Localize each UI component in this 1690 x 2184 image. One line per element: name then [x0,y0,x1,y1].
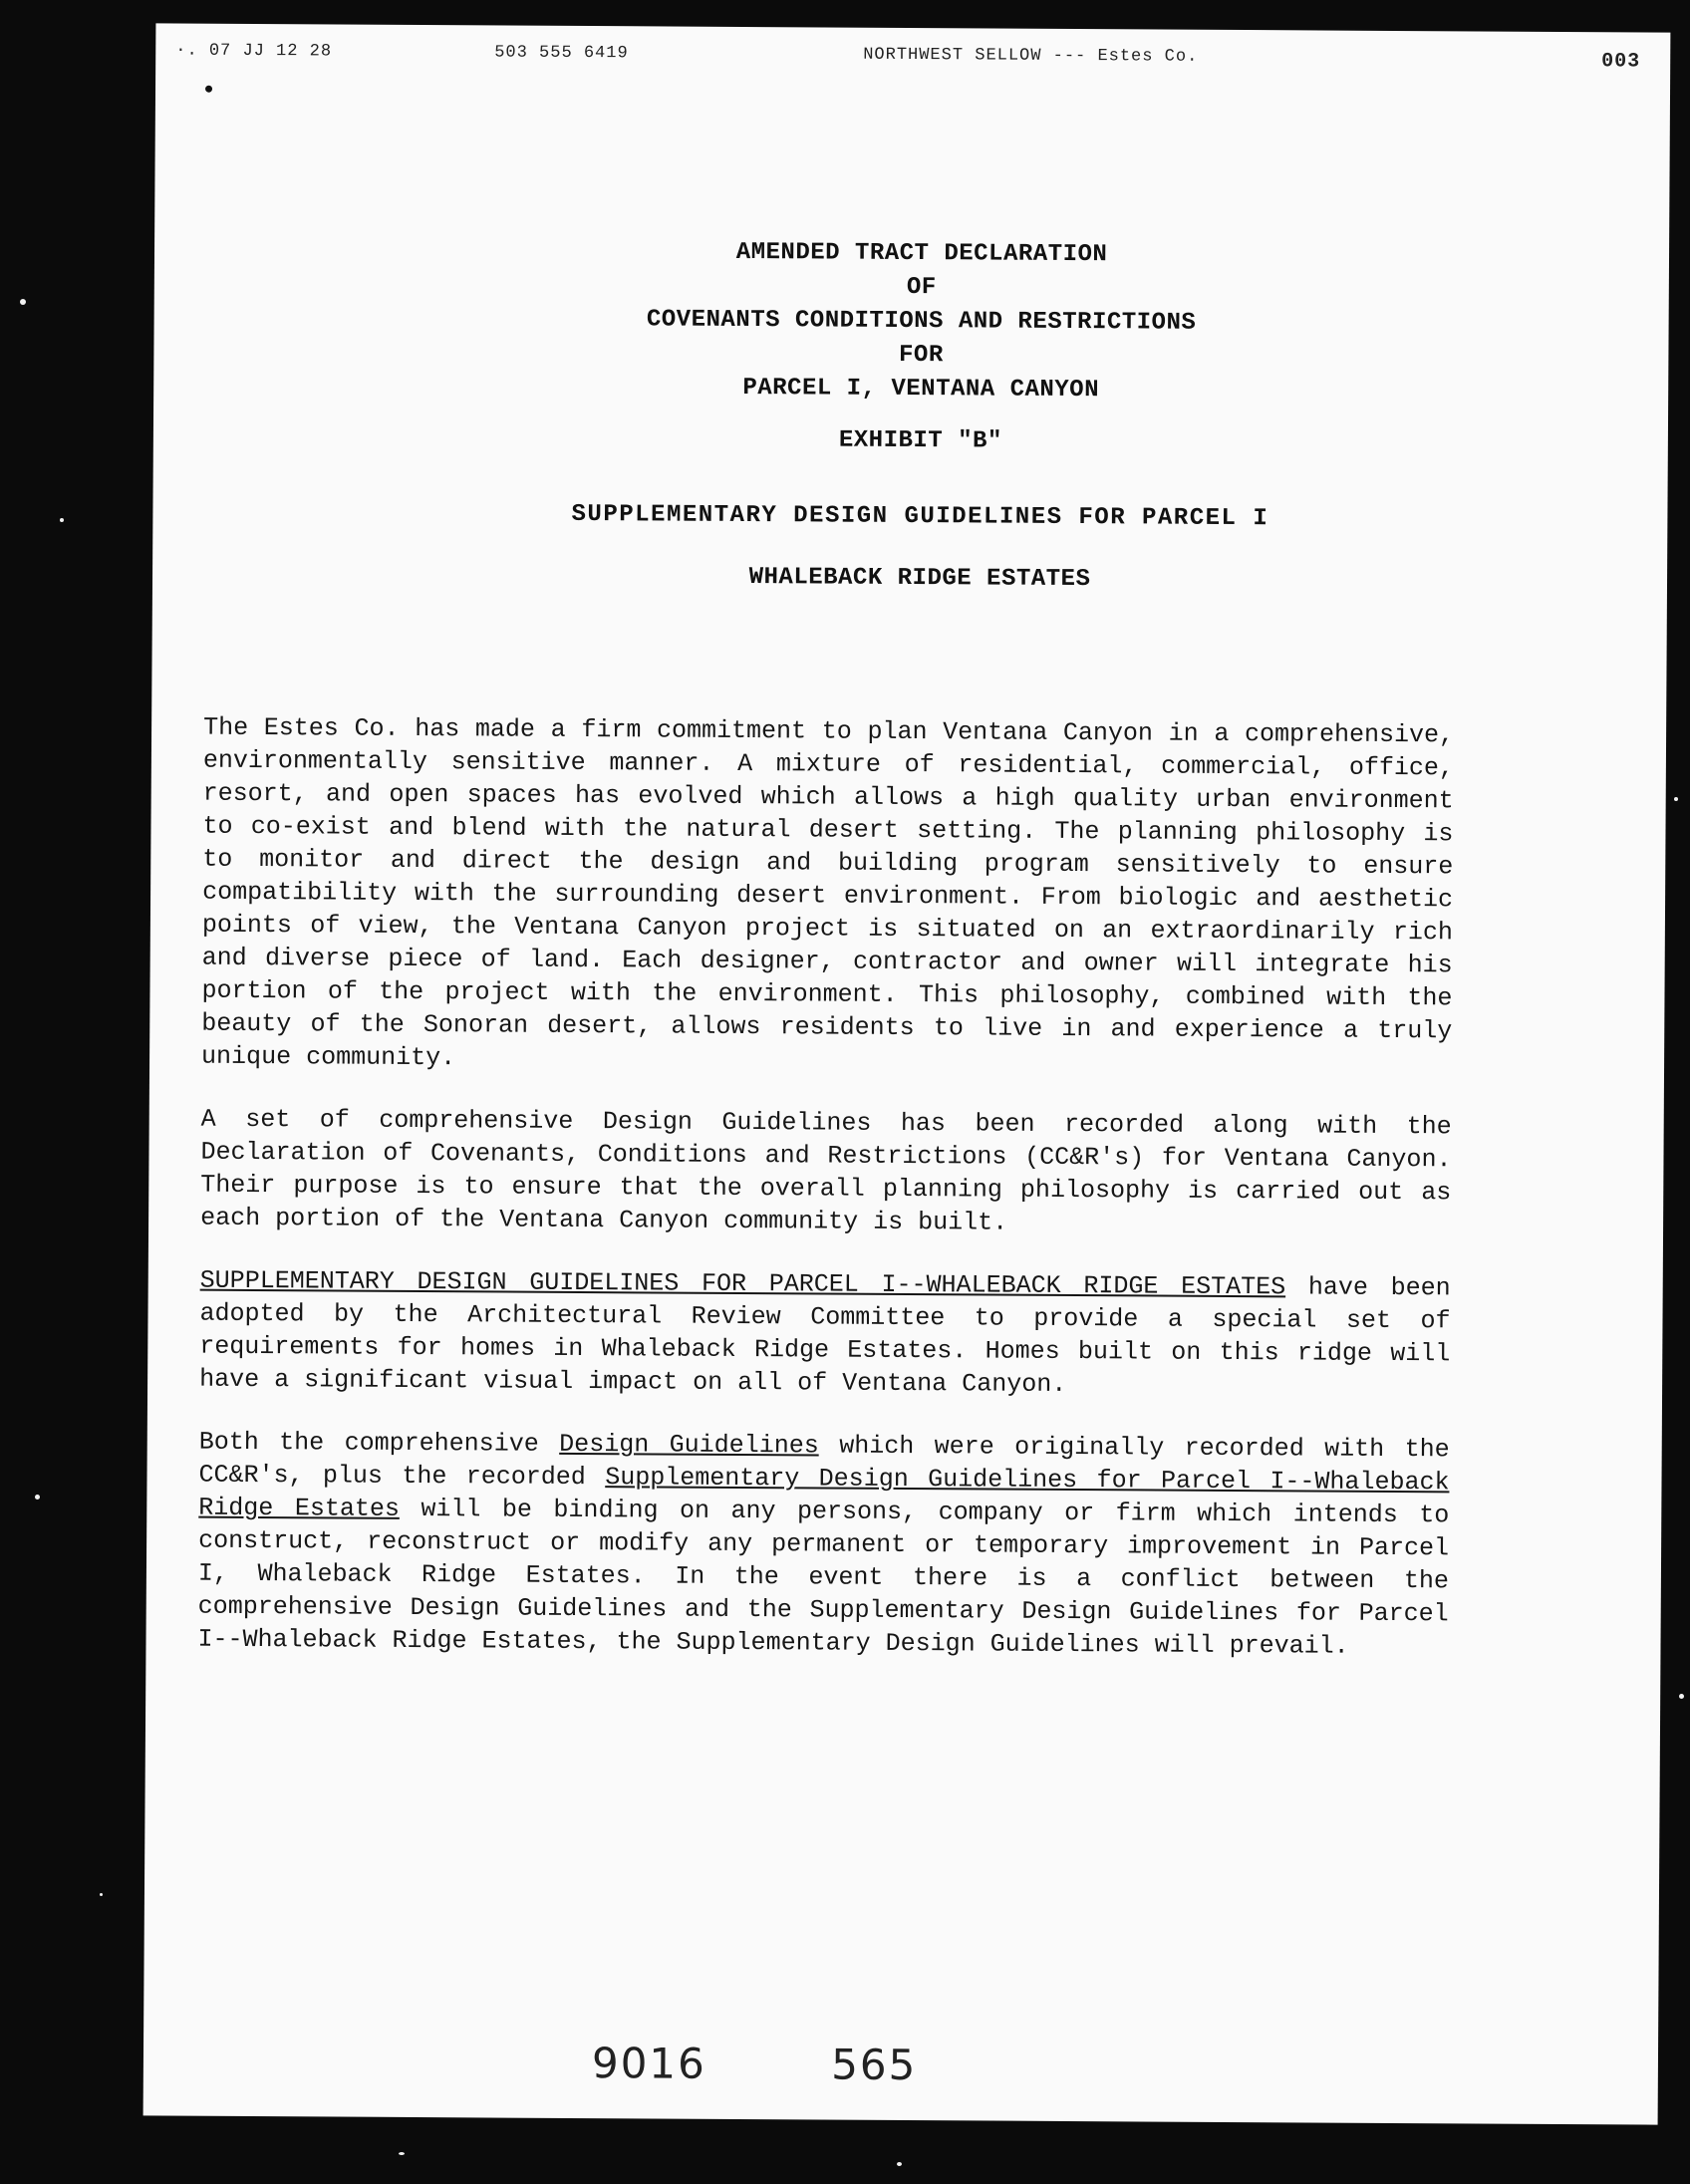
scan-speck [100,1893,103,1896]
paragraph-4-underlined-1: Design Guidelines [559,1429,819,1461]
document-titles [152,232,1689,600]
scan-speck [35,1495,40,1500]
page-number: 565 [831,2040,918,2090]
fax-number: 503 555 6419 [494,43,629,64]
paragraph-4-text-b: which were originally recorded with the CC&R's, plus the recorded [198,1431,1450,1493]
title-line-2: OF [906,273,937,302]
fax-timestamp: ·. 07 JJ 12 28 [175,41,333,62]
title-line-1: AMENDED TRACT DECLARATION [735,238,1108,269]
paragraph-3-underlined-title: SUPPLEMENTARY DESIGN GUIDELINES FOR PARCEL I--WHALEBACK RIDGE ESTATES [199,1265,1286,1302]
exhibit-label: EXHIBIT "B" [838,426,1002,455]
supplementary-heading: SUPPLEMENTARY DESIGN GUIDELINES FOR PARCEL I [571,500,1269,533]
paragraph-4-text-c: will be binding on any persons, company or firm which intends to construct, reconstruct or modify any permanent or temporary improvement in Parcel I, Whaleback Ridge Estates. In the event there is a conflict between the comprehensive Design Guidelines and the Supplementary Design Guidelines for Parcel I--Whaleback Ridge Estates, the Supplementary Design Guidelines will prevail. [197,1494,1450,1661]
paragraph-3 [199,1264,1451,1404]
recording-number [592,2039,918,2089]
fax-sender: NORTHWEST SELLOW --- Estes Co. [863,45,1199,67]
paragraph-1: The Estes Co. has made a firm commitment to plan Ventana Canyon in a comprehensive, environmentally sensitive manner. A mixture of residential, commercial, office, resort, and open spaces has evolved which allows a high quality urban environment to co-exist and blend with the natural desert setting. The planning philosophy is to monitor and direct the design and building program sensitively to ensure compatibility with the surrounding desert environment. From biologic and aesthetic points of view, the Ventana Canyon project is situated on an extraordinarily rich and diverse piece of land. Each designer, contractor and owner will integrate his portion of the project with the environment. This philosophy, combined with the beauty of the Sonoran desert, allows residents to live in and experience a truly unique community. [201,712,1455,1073]
scan-speck [399,2152,405,2155]
title-line-5: PARCEL I, VENTANA CANYON [742,374,1100,405]
scan-speck [1679,1694,1684,1699]
paragraph-4-underlined-2: Supplementary Design Guidelines for Parcel I--Whaleback Ridge Estates [198,1463,1450,1523]
fax-page-number: 003 [1601,50,1641,74]
scanned-page [143,23,1671,2124]
title-line-4: FOR [898,341,944,370]
fax-header [165,33,1650,82]
paragraph-3-text: have been adopted by the Architectural Review Committee to provide a special set of requirements for homes in Whaleback Ridge Estates. Homes built on this ridge will have a significant visual impact on all of Ventana Canyon. [199,1272,1451,1399]
fax-dot [205,86,212,93]
scan-speck [897,2162,902,2166]
paragraph-4-text-a: Both the comprehensive [198,1427,560,1459]
scan-speck [20,299,26,305]
title-line-3: COVENANTS CONDITIONS AND RESTRICTIONS [646,306,1197,337]
document-body [197,711,1454,1694]
scan-speck [1674,797,1678,801]
paragraph-4 [197,1426,1449,1664]
paragraph-2: A set of comprehensive Design Guidelines has been recorded along with the Declaration of Covenants, Conditions and Restrictions (CC&R's) for Ventana Canyon. Their purpose is to ensure that the overall planning philosophy is carried out as each portion of the Ventana Canyon community is built. [200,1104,1452,1237]
scan-speck [60,518,64,522]
estates-heading: WHALEBACK RIDGE ESTATES [748,564,1091,594]
book-number: 9016 [591,2039,706,2088]
